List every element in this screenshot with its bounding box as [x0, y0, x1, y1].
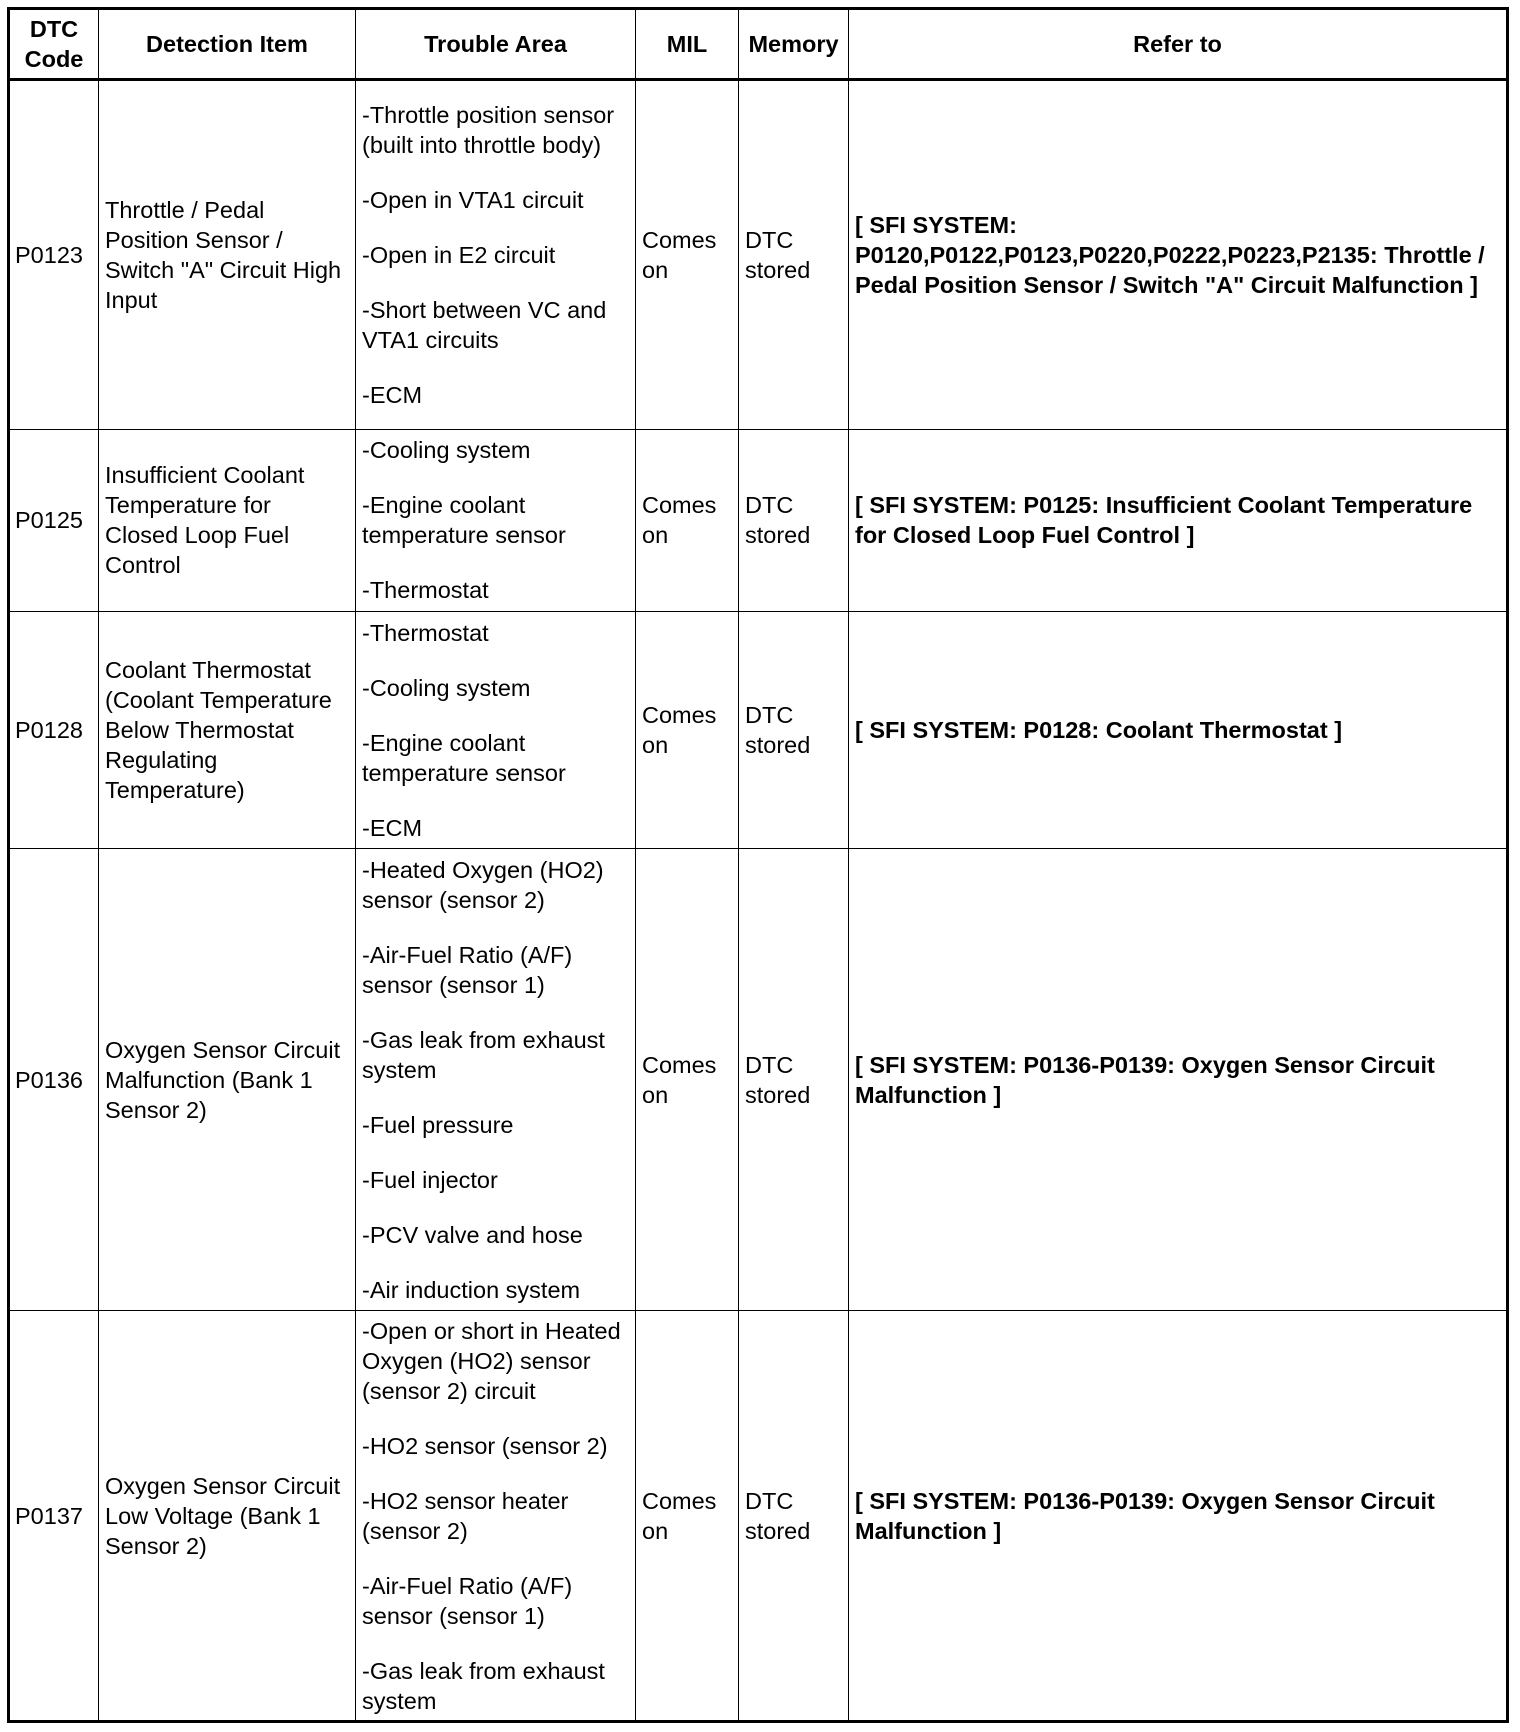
dtc-code-cell: P0123 — [9, 80, 99, 430]
trouble-area-list — [362, 435, 631, 605]
dtc-code-cell: P0136 — [9, 849, 99, 1311]
dtc-table — [7, 7, 1509, 1723]
trouble-area-item: -ECM — [362, 814, 423, 841]
mil-cell: Comes on — [636, 849, 739, 1311]
refer-to-cell: [ SFI SYSTEM: P0128: Coolant Thermostat ] — [849, 611, 1508, 848]
trouble-area-item: -PCV valve and hose — [362, 1221, 583, 1248]
trouble-area-list — [362, 855, 631, 1305]
memory-cell: DTC stored — [739, 80, 849, 430]
memory-cell: DTC stored — [739, 849, 849, 1311]
trouble-area-item: -Air induction system — [362, 1276, 581, 1303]
header-detection-item: Detection Item — [99, 9, 356, 80]
trouble-area-item: -HO2 sensor heater (sensor 2) — [362, 1487, 569, 1544]
trouble-area-cell — [356, 80, 636, 430]
trouble-area-cell — [356, 849, 636, 1311]
mil-cell: Comes on — [636, 611, 739, 848]
trouble-area-cell — [356, 429, 636, 611]
trouble-area-item: -Fuel pressure — [362, 1111, 514, 1138]
trouble-area-list — [362, 618, 631, 843]
header-mil: MIL — [636, 9, 739, 80]
trouble-area-item: -Cooling system — [362, 674, 531, 701]
trouble-area-item: -Gas leak from exhaust system — [362, 1657, 605, 1714]
header-refer-to: Refer to — [849, 9, 1508, 80]
trouble-area-item: -Air-Fuel Ratio (A/F) sensor (sensor 1) — [362, 941, 573, 998]
mil-cell: Comes on — [636, 429, 739, 611]
trouble-area-cell — [356, 611, 636, 848]
trouble-area-item: -Gas leak from exhaust system — [362, 1026, 605, 1083]
trouble-area-item: -Heated Oxygen (HO2) sensor (sensor 2) — [362, 856, 604, 913]
refer-to-cell: [ SFI SYSTEM: P0125: Insufficient Coolant Temperature for Closed Loop Fuel Control ] — [849, 429, 1508, 611]
header-dtc-code: DTC Code — [9, 9, 99, 80]
detection-item-cell: Throttle / Pedal Position Sensor / Switch "A" Circuit High Input — [99, 80, 356, 430]
memory-cell: DTC stored — [739, 429, 849, 611]
detection-item-cell: Coolant Thermostat (Coolant Temperature Below Thermostat Regulating Temperature) — [99, 611, 356, 848]
detection-item-cell: Oxygen Sensor Circuit Malfunction (Bank 1 Sensor 2) — [99, 849, 356, 1311]
memory-cell: DTC stored — [739, 611, 849, 848]
trouble-area-item: -Engine coolant temperature sensor — [362, 729, 566, 786]
trouble-area-item: -Thermostat — [362, 577, 489, 604]
trouble-area-list — [362, 100, 631, 410]
refer-to-cell: [ SFI SYSTEM: P0136-P0139: Oxygen Sensor Circuit Malfunction ] — [849, 849, 1508, 1311]
detection-item-cell: Oxygen Sensor Circuit Low Voltage (Bank 1 Sensor 2) — [99, 1311, 356, 1722]
refer-to-cell: [ SFI SYSTEM: P0120,P0122,P0123,P0220,P0222,P0223,P2135: Throttle / Pedal Position Sensor / Switch "A" Circuit Malfunction ] — [849, 80, 1508, 430]
table-row — [9, 611, 1508, 848]
table-row — [9, 1311, 1508, 1722]
trouble-area-list — [362, 1316, 631, 1716]
trouble-area-item: -Engine coolant temperature sensor — [362, 492, 566, 549]
dtc-code-cell: P0128 — [9, 611, 99, 848]
trouble-area-item: -Throttle position sensor (built into throttle body) — [362, 101, 615, 158]
trouble-area-item: -Open or short in Heated Oxygen (HO2) sensor (sensor 2) circuit — [362, 1317, 621, 1404]
trouble-area-item: -Short between VC and VTA1 circuits — [362, 296, 607, 353]
trouble-area-item: -Air-Fuel Ratio (A/F) sensor (sensor 1) — [362, 1572, 573, 1629]
dtc-code-cell: P0137 — [9, 1311, 99, 1722]
table-row — [9, 80, 1508, 430]
trouble-area-item: -Open in E2 circuit — [362, 241, 556, 268]
header-memory: Memory — [739, 9, 849, 80]
trouble-area-item: -Fuel injector — [362, 1166, 498, 1193]
dtc-code-cell: P0125 — [9, 429, 99, 611]
header-trouble-area: Trouble Area — [356, 9, 636, 80]
refer-to-cell: [ SFI SYSTEM: P0136-P0139: Oxygen Sensor Circuit Malfunction ] — [849, 1311, 1508, 1722]
mil-cell: Comes on — [636, 80, 739, 430]
trouble-area-item: -Cooling system — [362, 437, 531, 464]
mil-cell: Comes on — [636, 1311, 739, 1722]
table-row — [9, 849, 1508, 1311]
trouble-area-cell — [356, 1311, 636, 1722]
trouble-area-item: -HO2 sensor (sensor 2) — [362, 1432, 608, 1459]
detection-item-cell: Insufficient Coolant Temperature for Closed Loop Fuel Control — [99, 429, 356, 611]
trouble-area-item: -Open in VTA1 circuit — [362, 186, 584, 213]
trouble-area-item: -Thermostat — [362, 619, 489, 646]
memory-cell: DTC stored — [739, 1311, 849, 1722]
trouble-area-item: -ECM — [362, 381, 423, 408]
table-row — [9, 429, 1508, 611]
header-row — [9, 9, 1508, 80]
